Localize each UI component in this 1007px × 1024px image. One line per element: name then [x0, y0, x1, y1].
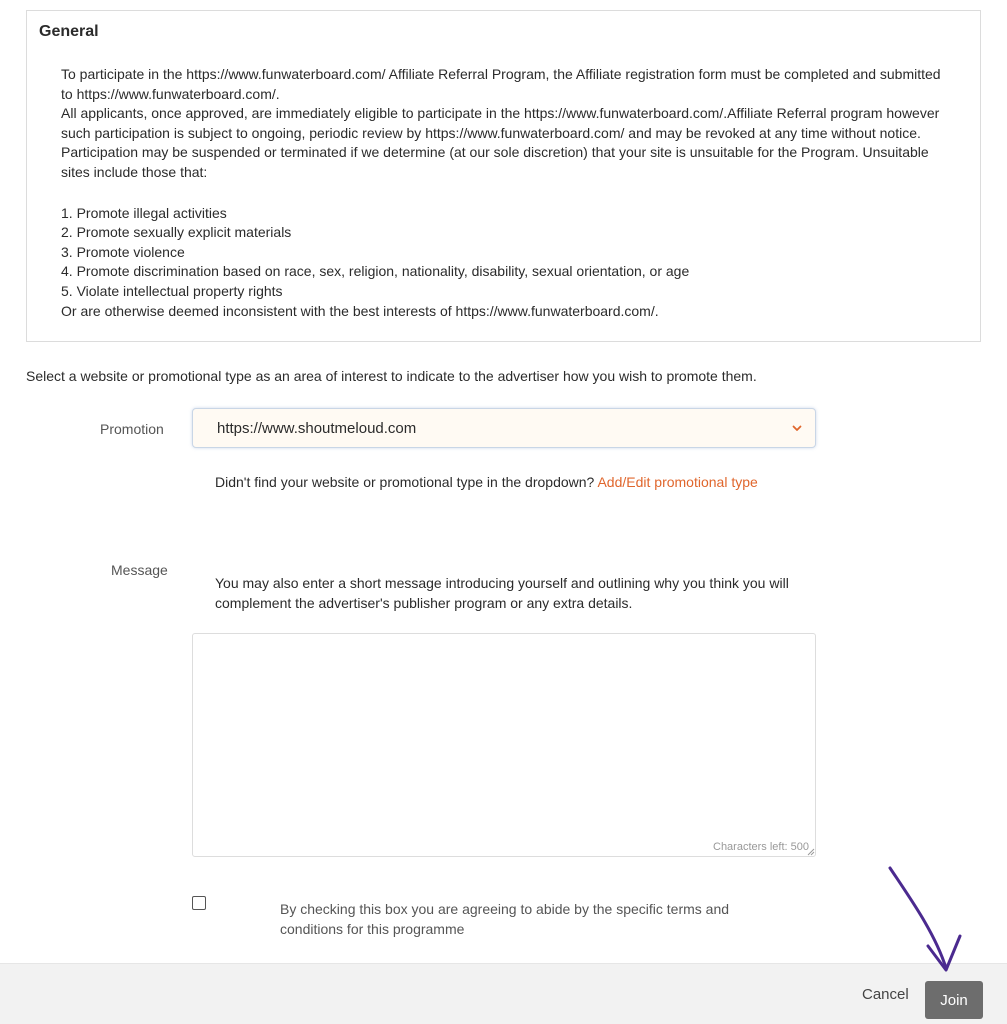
terms-title: General: [39, 23, 99, 40]
message-description: You may also enter a short message introducing yourself and outlining why you think you will complement the advertiser's publisher program or any extra details.: [215, 575, 789, 611]
terms-paragraph-1: To participate in the https://www.funwaterboard.com/ Affiliate Referral Program, the Affiliate registration form must be completed and submitted to https://www.funwaterboard.com/.: [61, 66, 941, 102]
cancel-button[interactable]: Cancel: [852, 982, 919, 1007]
promotion-selected-value: https://www.shoutmeloud.com: [217, 420, 417, 437]
terms-paragraph-2: All applicants, once approved, are immediately eligible to participate in the https://www.funwaterboard.com/.Affiliate Referral program however such participation is subject to ongoing, periodic review by https://www.funwaterboard.com/ and may be revoked at any time without notice. Participation may be suspended or terminated if we determine (at our sole discretion) that your site is unsuitable for the Program. Unsuitable sites include those that:: [61, 105, 940, 180]
message-textarea[interactable]: [193, 634, 815, 856]
chevron-down-icon: [791, 422, 803, 434]
resize-handle-icon[interactable]: [806, 847, 815, 856]
arrow-annotation-icon: [880, 858, 980, 978]
promotion-select[interactable]: [192, 408, 816, 448]
terms-body: [61, 65, 951, 321]
join-button[interactable]: Join: [925, 981, 983, 1019]
message-label: Message: [111, 562, 168, 578]
interest-instructions: Select a website or promotional type as an area of interest to indicate to the advertiser how you wish to promote them.: [26, 368, 757, 384]
promotion-help: [215, 472, 795, 492]
terms-panel: [26, 10, 981, 342]
terms-list-item: 1. Promote illegal activities: [61, 204, 227, 221]
message-box: [192, 633, 816, 857]
terms-list-item: 2. Promote sexually explicit materials: [61, 224, 292, 241]
terms-closing: Or are otherwise deemed inconsistent with the best interests of https://www.funwaterboard.com/.: [61, 302, 659, 319]
terms-list-item: 3. Promote violence: [61, 243, 185, 260]
terms-list: [61, 204, 951, 322]
promotion-help-text: Didn't find your website or promotional type in the dropdown?: [215, 474, 595, 490]
terms-list-item: 5. Violate intellectual property rights: [61, 282, 283, 299]
add-edit-promotional-type-link[interactable]: Add/Edit promotional type: [597, 474, 758, 490]
agree-terms-checkbox[interactable]: [192, 896, 206, 910]
characters-left-counter: Characters left: 500: [713, 841, 809, 853]
promotion-label: Promotion: [100, 421, 164, 437]
terms-list-item: 4. Promote discrimination based on race, sex, religion, nationality, disability, sexual orientation, or age: [61, 263, 690, 280]
agree-terms-text: By checking this box you are agreeing to abide by the specific terms and conditions for this programme: [280, 901, 730, 937]
dialog-footer: [0, 963, 1007, 1024]
